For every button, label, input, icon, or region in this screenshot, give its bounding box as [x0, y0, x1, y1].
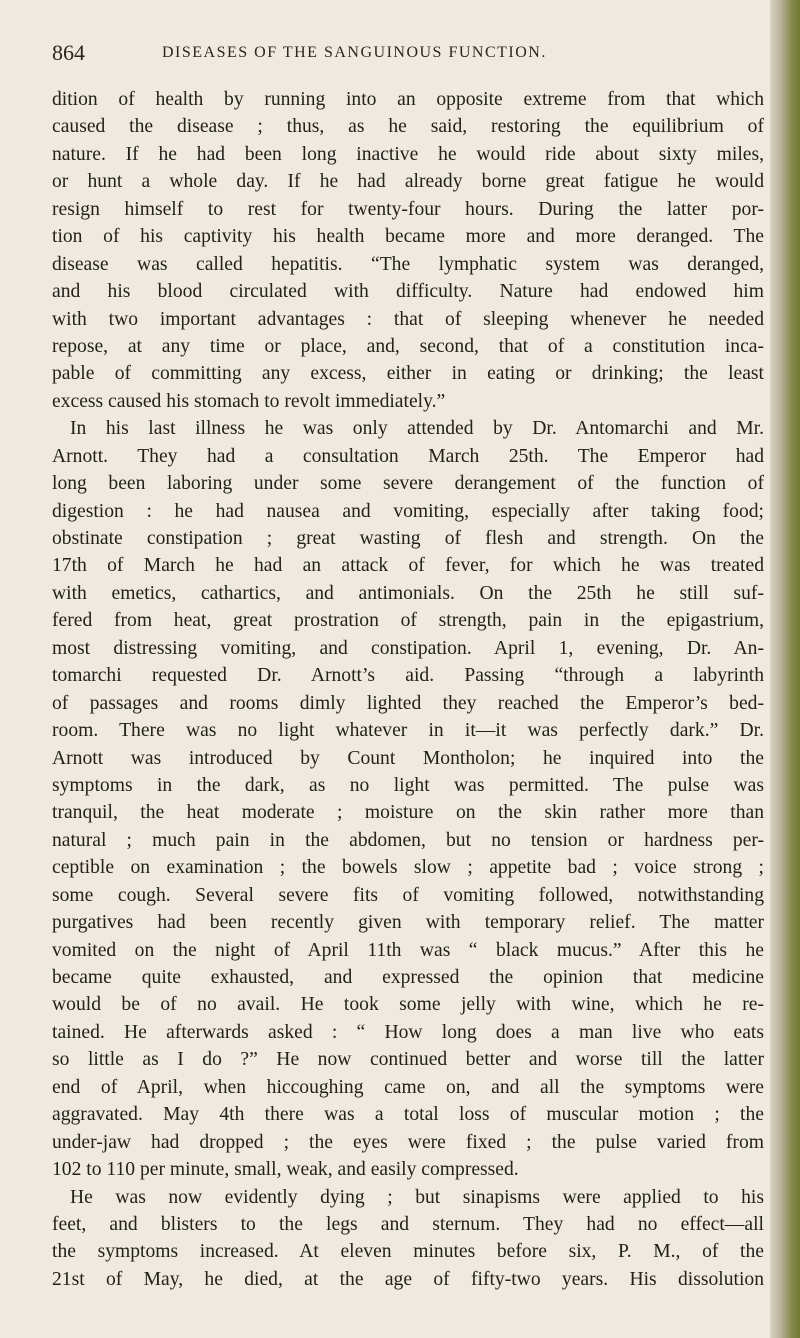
text-line: dition of health by running into an opposite extreme from that which [52, 89, 764, 110]
text-line: 17th of March he had an attack of fever, for which he was treated [52, 555, 764, 577]
text-line: tomarchi requested Dr. Arnott’s aid. Passing “through a labyrinth [52, 665, 764, 687]
text-line: tained. He afterwards asked : “ How long does a man live who eats [52, 1021, 764, 1043]
text-line: room. There was no light whatever in it—it was perfectly dark.” Dr. [52, 720, 764, 742]
text-line: under-jaw had dropped ; the eyes were fixed ; the pulse varied from [52, 1131, 764, 1153]
text-line: or hunt a whole day. If he had already borne great fatigue he would [52, 171, 764, 193]
text-line: excess caused his stomach to revolt immediately.” [52, 390, 446, 412]
text-line: In his last illness he was only attended by Dr. Antomarchi and Mr. [70, 418, 764, 440]
running-head: DISEASES OF THE SANGUINOUS FUNCTION. [162, 44, 547, 61]
text-line: with two important advantages : that of sleeping whenever he needed [52, 308, 764, 330]
text-line: He was now evidently dying ; but sinapisms were applied to his [70, 1186, 764, 1208]
text-line: repose, at any time or place, and, second, that of a constitution inca- [52, 335, 764, 357]
text-line: of passages and rooms dimly lighted they reached the Emperor’s bed- [52, 692, 764, 714]
text-line: some cough. Several severe fits of vomiting followed, notwithstanding [52, 884, 764, 906]
text-line: 21st of May, he died, at the age of fifty-two years. His dissolution [52, 1268, 764, 1290]
book-edge [770, 0, 800, 1338]
text-line: resign himself to rest for twenty-four hours. During the latter por- [52, 198, 764, 220]
page-header [52, 38, 752, 68]
text-line: fered from heat, great prostration of strength, pain in the epigastrium, [52, 610, 764, 632]
text-line: so little as I do ?” He now continued better and worse till the latter [52, 1049, 764, 1071]
text-line: feet, and blisters to the legs and sternum. They had no effect—all [52, 1213, 764, 1235]
text-line: end of April, when hiccoughing came on, and all the symptoms were [52, 1076, 764, 1098]
text-line: aggravated. May 4th there was a total loss of muscular motion ; the [52, 1104, 764, 1126]
text-line: tion of his captivity his health became more and more deranged. The [52, 226, 764, 248]
text-line: caused the disease ; thus, as he said, restoring the equilibrium of [52, 116, 764, 138]
text-line: with emetics, cathartics, and antimonials. On the 25th he still suf- [52, 582, 764, 604]
text-line: symptoms in the dark, as no light was permitted. The pulse was [52, 774, 764, 796]
text-line: long been laboring under some severe derangement of the function of [52, 473, 764, 495]
text-line: natural ; much pain in the abdomen, but no tension or hardness per- [52, 829, 764, 851]
text-line: Arnott. They had a consultation March 25th. The Emperor had [52, 445, 764, 467]
text-line: ceptible on examination ; the bowels slow ; appetite bad ; voice strong ; [52, 857, 764, 879]
text-line: digestion : he had nausea and vomiting, especially after taking food; [52, 500, 764, 522]
text-line: pable of committing any excess, either in eating or drinking; the least [52, 363, 764, 385]
text-line: became quite exhausted, and expressed the opinion that medicine [52, 967, 764, 988]
text-line: the symptoms increased. At eleven minutes before six, P. M., of the [52, 1241, 764, 1263]
text-line: tranquil, the heat moderate ; moisture on the skin rather more than [52, 802, 764, 824]
text-line: would be of no avail. He took some jelly with wine, which he re- [52, 994, 764, 1016]
text-line: 102 to 110 per minute, small, weak, and easily compressed. [52, 1159, 519, 1181]
text-line: and his blood circulated with difficulty. Nature had endowed him [52, 281, 764, 303]
text-line: vomited on the night of April 11th was “ black mucus.” After this he [52, 939, 764, 961]
text-line: most distressing vomiting, and constipation. April 1, evening, Dr. An- [52, 637, 764, 659]
text-line: purgatives had been recently given with temporary relief. The matter [52, 912, 764, 934]
text-line: obstinate constipation ; great wasting of flesh and strength. On the [52, 528, 764, 549]
text-line: Arnott was introduced by Count Montholon; he inquired into the [52, 747, 764, 769]
text-line: nature. If he had been long inactive he would ride about sixty miles, [52, 143, 764, 165]
page-number: 864 [52, 40, 85, 65]
text-line: disease was called hepatitis. “The lymphatic system was deranged, [52, 253, 764, 275]
body-text [52, 86, 764, 1293]
